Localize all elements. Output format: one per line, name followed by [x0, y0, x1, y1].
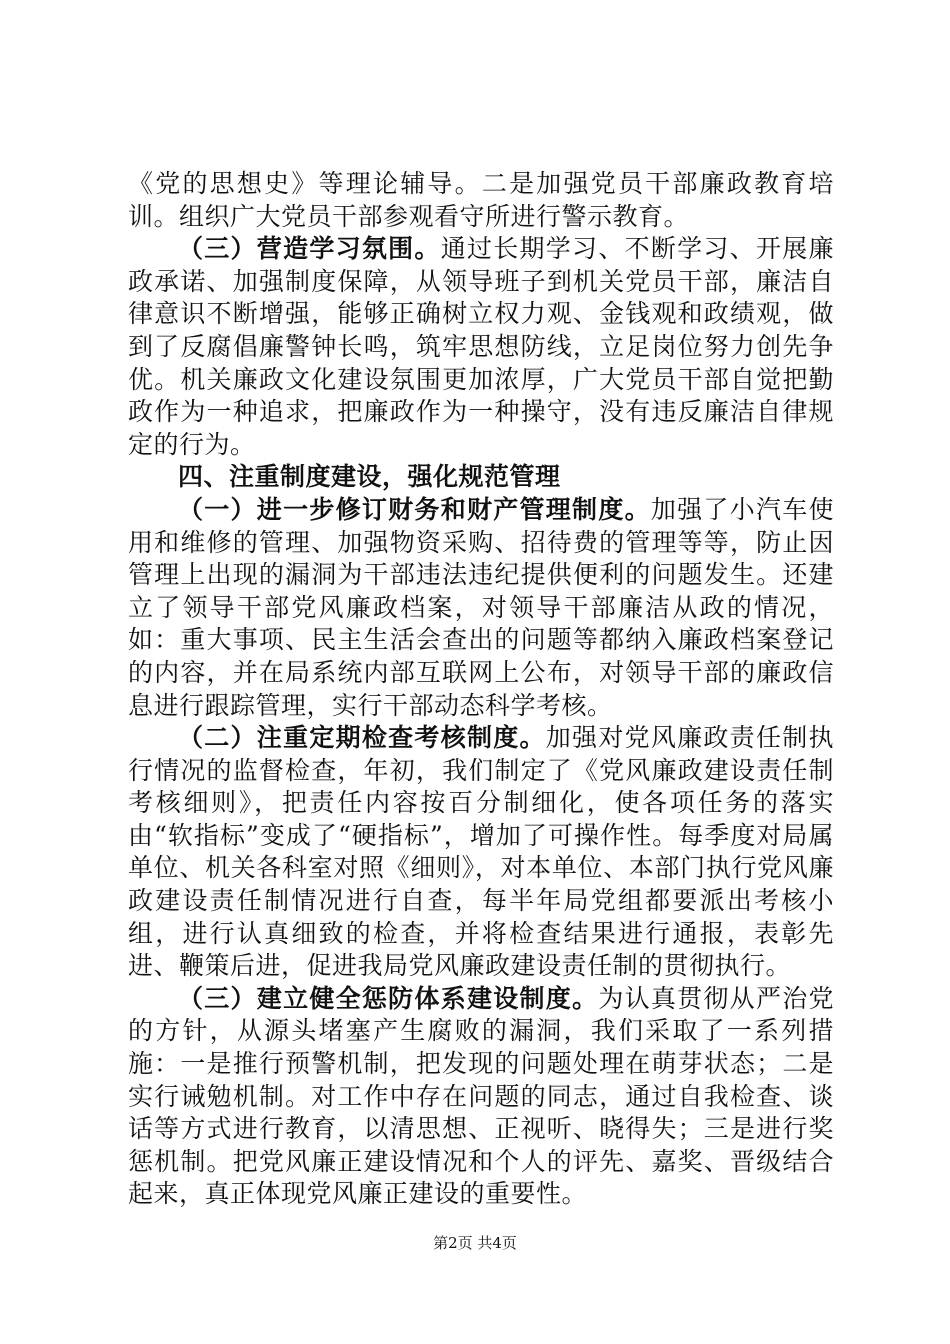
paragraph-4 [128, 722, 834, 983]
paragraph-1-text: 《党的思想史》等理论辅导。二是加强党员干部廉政教育培训。组织广大党员干部参观看守所进行警示教育。 [128, 169, 834, 231]
paragraph-5-text: 为认真贯彻从严治党的方针，从源头堵塞产生腐败的漏洞，我们采取了一系列措施：一是推行预警机制，把发现的问题处理在萌芽状态；二是实行诫勉机制。对工作中存在问题的同志，通过自我检查、谈话等方式进行教育，以清思想、正视听、晓得失；三是进行奖惩机制。把党风廉正建设情况和个人的评先、嘉奖、晋级结合起来，真正体现党风廉正建设的重要性。 [128, 983, 834, 1209]
paragraph-5 [128, 983, 834, 1211]
paragraph-2 [128, 233, 834, 461]
paragraph-1 [128, 168, 834, 233]
page-footer: 第2页 共4页 [433, 1234, 517, 1252]
paragraph-3-text: 加强了小汽车使用和维修的管理、加强物资采购、招待费的管理等等，防止因管理上出现的漏洞为干部违法违纪提供便利的问题发生。还建立了领导干部党风廉政档案，对领导干部廉洁从政的情况，如：重大事项、民主生活会查出的问题等都纳入廉政档案登记的内容，并在局系统内部互联网上公布，对领导干部的廉政信息进行跟踪管理，实行干部动态科学考核。 [128, 494, 834, 720]
document-body [128, 168, 834, 1211]
paragraph-2-lead: （三）营造学习氛围。 [178, 234, 441, 264]
paragraph-5-lead: （三）建立健全惩防体系建设制度。 [178, 983, 599, 1013]
paragraph-3-lead: （一）进一步修订财务和财产管理制度。 [178, 494, 651, 524]
paragraph-3 [128, 494, 834, 722]
paragraph-2-text: 通过长期学习、不断学习、开展廉政承诺、加强制度保障，从领导班子到机关党员干部，廉洁自律意识不断增强，能够正确树立权力观、金钱观和政绩观，做到了反腐倡廉警钟长鸣，筑牢思想防线，立足岗位努力创先争优。机关廉政文化建设氛围更加浓厚，广大党员干部自觉把勤政作为一种追求，把廉政作为一种操守，没有违反廉洁自律规定的行为。 [128, 234, 834, 459]
section-heading: 四、注重制度建设，强化规范管理 [178, 462, 561, 492]
paragraph-4-lead: （二）注重定期检查考核制度。 [178, 723, 546, 753]
paragraph-4-text: 加强对党风廉政责任制执行情况的监督检查，年初，我们制定了《党风廉政建设责任制考核细则》，把责任内容按百分制细化，使各项任务的落实由“软指标”变成了“硬指标”，增加了可操作性。每季度对局属单位、机关各科室对照《细则》，对本单位、本部门执行党风廉政建设责任制情况进行自查，每半年局党组都要派出考核小组，进行认真细致的检查，并将检查结果进行通报，表彰先进、鞭策后进，促进我局党风廉政建设责任制的贯彻执行。 [128, 723, 834, 981]
